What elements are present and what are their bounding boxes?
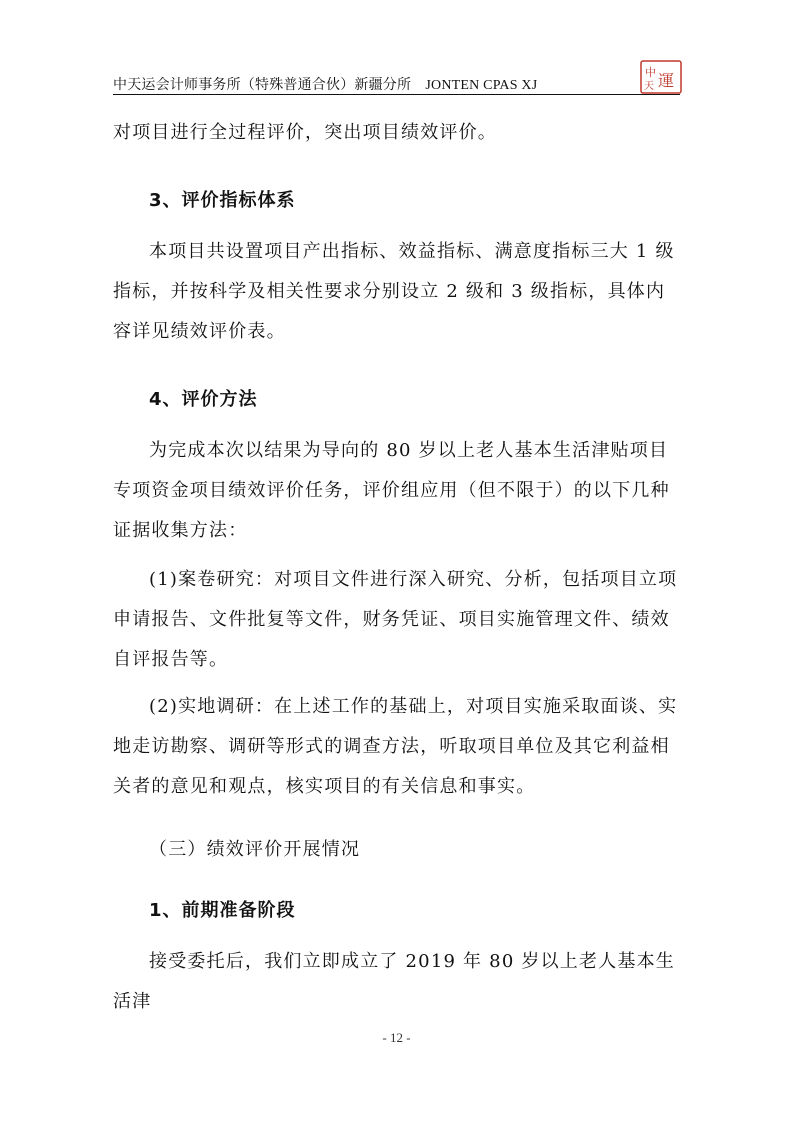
paragraph: (1)案卷研究：对项目文件进行深入研究、分析，包括项目立项申请报告、文件批复等文件，财务凭证、项目实施管理文件、绩效自评报告等。 [113, 569, 678, 670]
paragraph: 为完成本次以结果为导向的 80 岁以上老人基本生活津贴项目专项资金项目绩效评价任务，评价组应用（但不限于）的以下几种证据收集方法： [113, 440, 670, 541]
header-rule [113, 94, 680, 95]
svg-text:中: 中 [645, 66, 656, 79]
subsection-heading: （三）绩效评价开展情况 [149, 839, 361, 860]
svg-text:運: 運 [658, 71, 675, 90]
header-firm-name: 中天运会计师事务所（特殊普通合伙）新疆分所 JONTEN CPAS XJ [113, 78, 538, 93]
firm-logo-icon [640, 60, 682, 94]
paragraph: 本项目共设置项目产出指标、效益指标、满意度指标三大 1 级指标，并按科学及相关性要求分别设立 2 级和 3 级指标，具体内容详见绩效评价表。 [113, 241, 675, 342]
page-number: - 12 - [382, 1030, 411, 1045]
section-heading: 3、评价指标体系 [149, 190, 296, 211]
paragraph: 接受委托后，我们立即成立了 2019 年 80 岁以上老人基本生活津 [113, 951, 675, 1012]
svg-text:天: 天 [644, 81, 654, 92]
page-header [113, 72, 680, 98]
section-heading: 4、评价方法 [149, 389, 258, 410]
paragraph: (2)实地调研：在上述工作的基础上，对项目实施采取面谈、实地走访勘察、调研等形式的调查方法，听取项目单位及其它利益相关者的意见和观点，核实项目的有关信息和事实。 [113, 696, 678, 797]
section-heading: 1、前期准备阶段 [149, 900, 296, 921]
paragraph: 对项目进行全过程评价，突出项目绩效评价。 [113, 122, 497, 143]
